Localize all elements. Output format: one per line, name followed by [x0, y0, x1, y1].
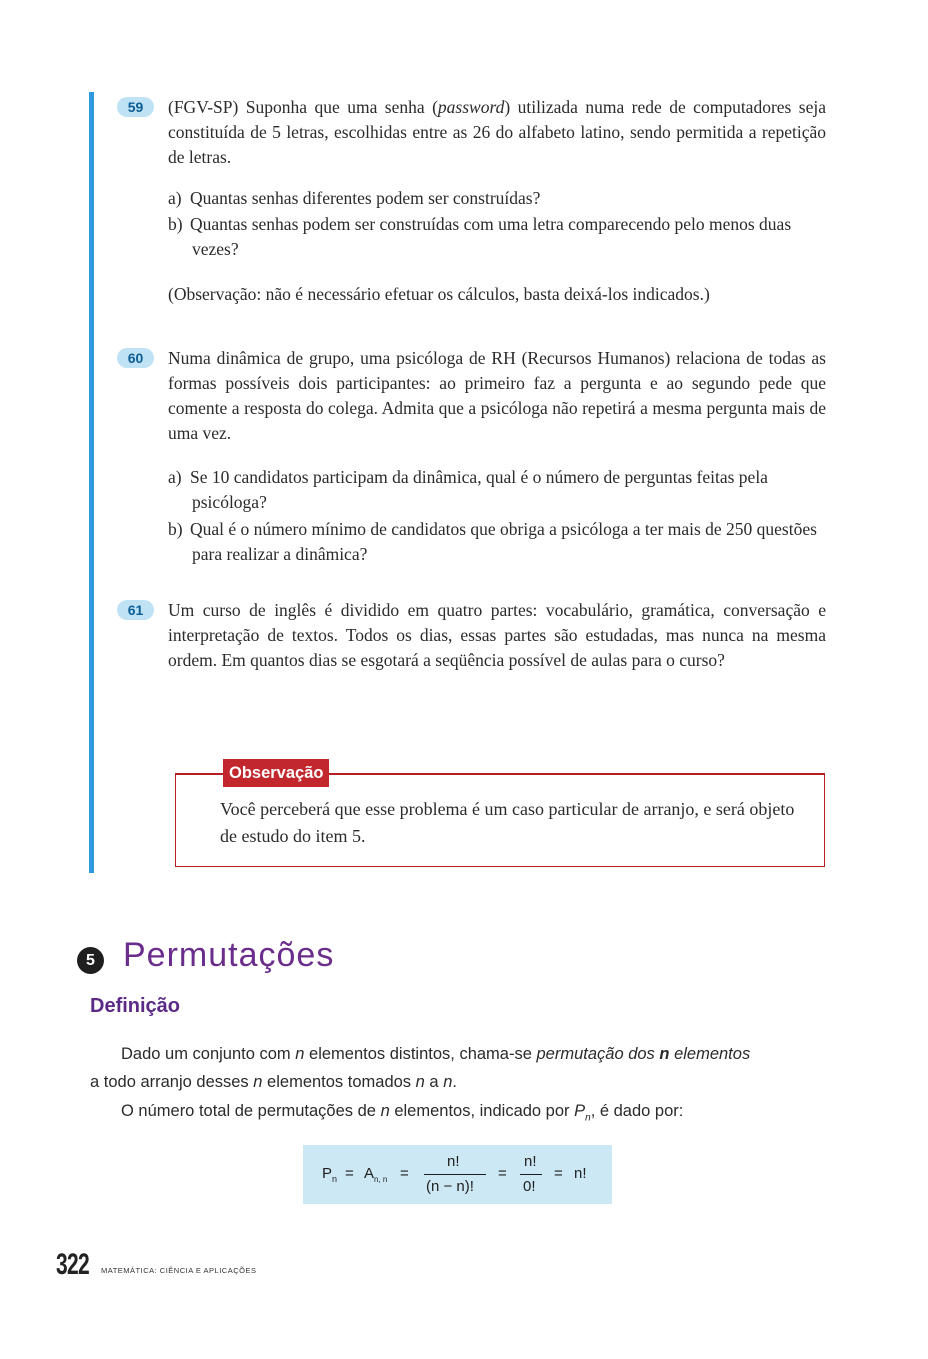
statement-emphasis: password — [437, 97, 505, 117]
left-margin-bar — [89, 92, 94, 873]
definition-line-3 — [121, 1098, 827, 1131]
var-n: n — [295, 1045, 305, 1063]
problem-number-badge: 59 — [117, 97, 154, 117]
fraction-2-bar — [520, 1174, 542, 1175]
emphasis: elementos — [669, 1045, 751, 1063]
fraction-2-denominator: 0! — [523, 1178, 536, 1195]
text: , é dado por: — [590, 1102, 684, 1120]
problem-59-item-b — [168, 212, 826, 262]
item-text: Se 10 candidatos participam da dinâmica, qual é o número de perguntas feitas pela psicóloga? — [190, 467, 768, 512]
equals-sign: = — [498, 1165, 507, 1182]
statement-text: (FGV-SP) Suponha que uma senha ( — [168, 97, 438, 117]
subscript: n — [585, 1112, 591, 1124]
book-title: MATEMÁTICA: CIÊNCIA E APLICAÇÕES — [101, 1266, 257, 1275]
problem-60-item-a — [168, 465, 826, 515]
item-label: b) — [168, 519, 183, 539]
problem-61-statement: Um curso de inglês é dividido em quatro partes: vocabulário, gramática, conversação e interpretação de textos. Todos os dias, essas partes são estudadas, mas nunca na mesma ordem. Em quantos dias se esgotará a seqüência possível de aulas para o curso? — [168, 600, 826, 670]
item-label: a) — [168, 188, 182, 208]
item-label: a) — [168, 467, 182, 487]
item-text: Qual é o número mínimo de candidatos que obriga a psicóloga a ter mais de 250 questões para realizar a dinâmica? — [190, 519, 817, 564]
formula-rhs: n! — [574, 1165, 587, 1182]
equals-sign: = — [345, 1165, 354, 1182]
formula-arrangement — [364, 1165, 387, 1184]
var-n: n — [443, 1073, 453, 1091]
item-text: Quantas senhas diferentes podem ser construídas? — [190, 188, 541, 208]
problem-59-note: (Observação: não é necessário efetuar os cálculos, basta deixá-los indicados.) — [168, 284, 710, 304]
symbol: P — [322, 1165, 333, 1182]
definition-line-1 — [121, 1041, 827, 1068]
text: . — [452, 1073, 457, 1091]
problem-number-badge: 61 — [117, 600, 154, 620]
symbol: A — [364, 1165, 375, 1182]
observation-text: Você perceberá que esse problema é um caso particular de arranjo, e será objeto de estudo do item 5. — [220, 799, 795, 846]
section-number-badge: 5 — [77, 947, 104, 974]
emphasis: permutação dos — [536, 1045, 660, 1063]
item-label: b) — [168, 214, 183, 234]
observation-tag: Observação — [223, 759, 329, 787]
section-title: Permutações — [123, 936, 335, 974]
text: Dado um conjunto com — [121, 1045, 296, 1063]
text: O número total de permutações de — [121, 1102, 381, 1120]
statement-text: ) utilizada numa rede de computadores seja constituída de 5 letras, escolhidas entre as 26 do alfabeto latino, sendo permitida a repetição de letras. — [168, 97, 827, 167]
problem-60-item-b — [168, 517, 826, 567]
problem-59-statement — [168, 95, 826, 170]
var-P: P — [574, 1102, 586, 1120]
item-text: Quantas senhas podem ser construídas com uma letra comparecendo pelo menos duas vezes? — [190, 214, 792, 259]
subscript: n — [332, 1174, 338, 1184]
var-n: n — [253, 1073, 263, 1091]
text: a todo arranjo desses — [90, 1073, 254, 1091]
var-n: n — [415, 1073, 425, 1091]
problem-60-statement: Numa dinâmica de grupo, uma psicóloga de RH (Recursos Humanos) relaciona de todas as formas possíveis dois participantes: ao primeiro faz a pergunta e ao segundo pede que comente a resposta do colega. Admita que a psicóloga não repetirá a mesma pergunta mais de uma vez. — [168, 348, 826, 443]
page-number: 322 — [56, 1248, 89, 1281]
problem-number-badge: 60 — [117, 348, 154, 368]
equals-sign: = — [400, 1165, 409, 1182]
text: a — [424, 1073, 444, 1091]
definition-line-2 — [90, 1069, 826, 1096]
subscript: n, n — [374, 1175, 388, 1184]
fraction-1-denominator: (n − n)! — [426, 1178, 474, 1195]
equals-sign: = — [554, 1165, 563, 1182]
var-n: n — [380, 1102, 390, 1120]
problem-59-item-a — [168, 186, 826, 211]
text: elementos tomados — [262, 1073, 416, 1091]
fraction-1-bar — [424, 1174, 486, 1175]
var-n-bold: n — [659, 1045, 670, 1063]
text: elementos distintos, chama-se — [304, 1045, 537, 1063]
fraction-1-numerator: n! — [447, 1153, 460, 1170]
text: elementos, indicado por — [389, 1102, 575, 1120]
formula-lhs — [322, 1165, 337, 1184]
subsection-title: Definição — [90, 995, 181, 1017]
fraction-2-numerator: n! — [524, 1153, 537, 1170]
